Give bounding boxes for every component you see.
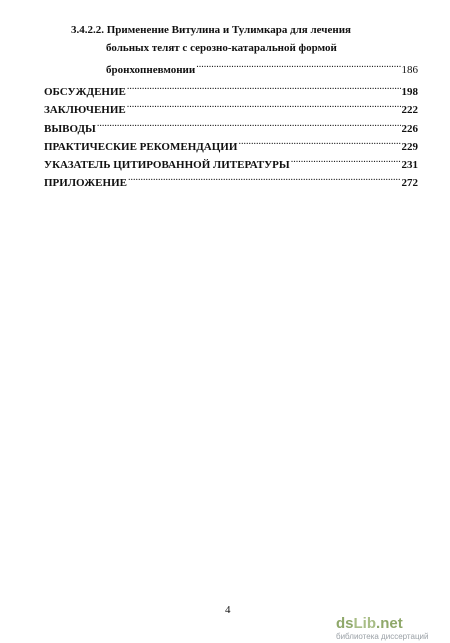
toc-entry-prakticheskie-rekomendacii <box>44 136 418 154</box>
toc-entry-label: ПРИЛОЖЕНИЕ <box>44 177 127 189</box>
toc-dot-leader <box>127 81 401 95</box>
toc-entry-obsuzhdenie <box>44 81 418 99</box>
toc-entry-vyvody <box>44 118 418 136</box>
toc-dot-leader <box>291 154 401 168</box>
toc-page-number: 231 <box>401 159 418 171</box>
toc-page-number: 272 <box>401 177 418 189</box>
toc-entry-3422-line2: больных телят с серозно-катаральной формой <box>106 42 337 54</box>
toc-entry-label: ПРАКТИЧЕСКИЕ РЕКОМЕНДАЦИИ <box>44 141 238 153</box>
toc-entry-label: ВЫВОДЫ <box>44 123 96 135</box>
toc-entry-3422-line3 <box>106 59 418 77</box>
page-number: 4 <box>225 604 231 616</box>
toc-dot-leader <box>127 99 401 113</box>
toc-entry-zaklyuchenie <box>44 99 418 117</box>
dslib-watermark <box>336 617 448 641</box>
toc-dot-leader <box>238 136 400 150</box>
toc-dot-leader <box>128 172 401 186</box>
toc-page-number: 226 <box>401 123 418 135</box>
logo-lib: Lib <box>353 615 377 632</box>
dslib-logo <box>336 615 403 632</box>
logo-dot: . <box>376 615 381 632</box>
toc-dot-leader <box>196 59 400 73</box>
logo-net: net <box>380 615 403 632</box>
toc-entry-3422-label: бронхопневмонии <box>106 64 196 76</box>
toc-entry-prilozhenie <box>44 172 418 190</box>
toc-page-number: 198 <box>401 86 418 98</box>
toc-entry-3422-line1: 3.4.2.2. Применение Витулина и Тулимкара для лечения <box>71 24 351 36</box>
logo-ds: ds <box>336 615 354 632</box>
toc-page-number: 186 <box>401 64 418 76</box>
toc-page-number: 222 <box>401 104 418 116</box>
toc-dot-leader <box>97 118 401 132</box>
toc-page-number: 229 <box>401 141 418 153</box>
toc-entry-label: УКАЗАТЕЛЬ ЦИТИРОВАННОЙ ЛИТЕРАТУРЫ <box>44 159 290 171</box>
toc-entry-label: ОБСУЖДЕНИЕ <box>44 86 126 98</box>
toc-entry-ukazatel-literatury <box>44 154 418 172</box>
toc-entry-label: ЗАКЛЮЧЕНИЕ <box>44 104 126 116</box>
dslib-subtitle: библиотека диссертаций <box>336 632 429 641</box>
